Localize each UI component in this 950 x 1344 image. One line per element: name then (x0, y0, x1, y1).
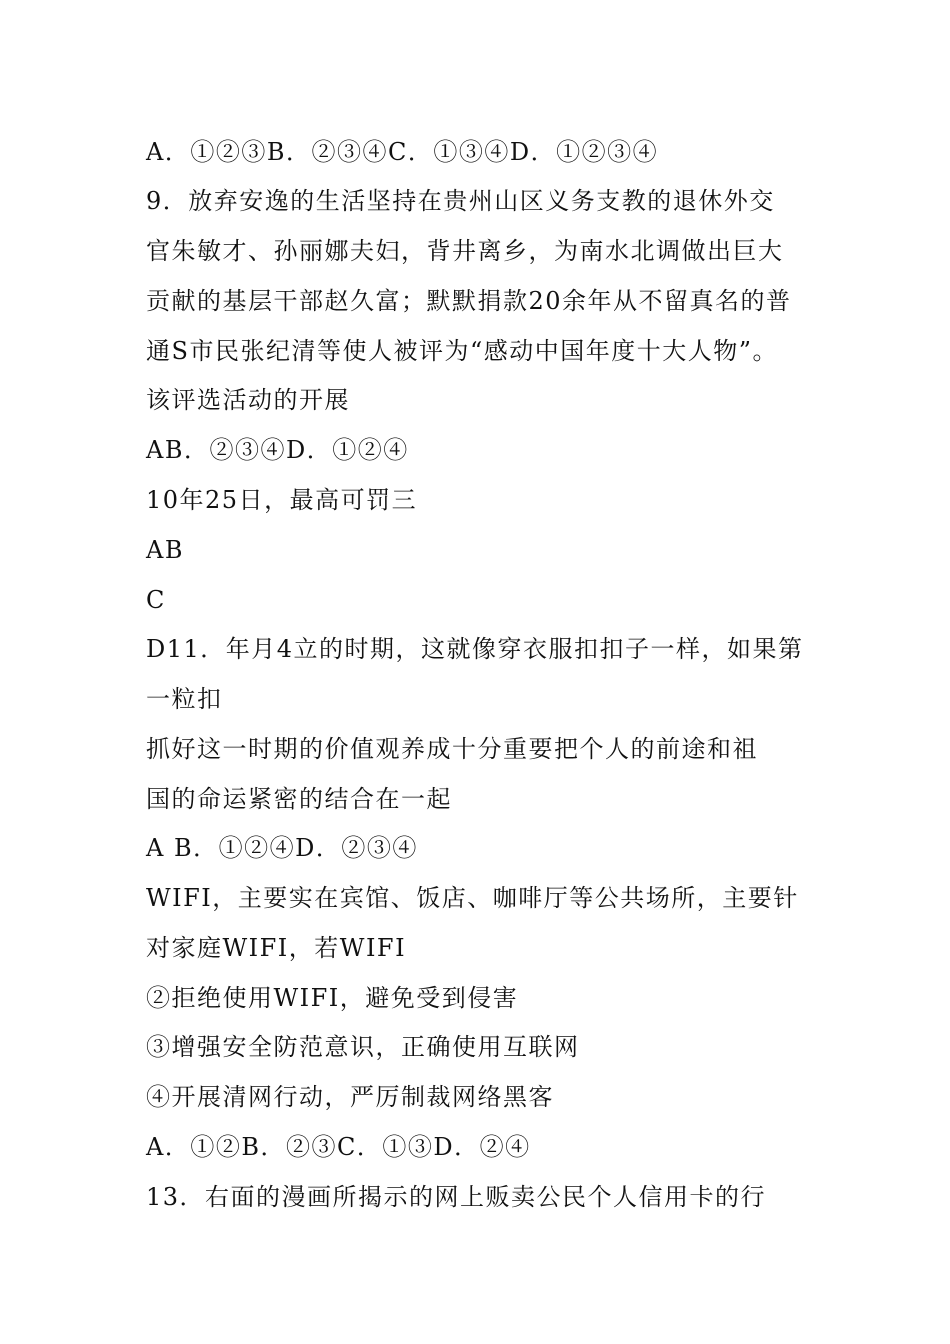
option-c-line: C (146, 586, 166, 614)
question-13-line-1: 13．右面的漫画所揭示的网上贩卖公民个人信用卡的行 (146, 1183, 767, 1211)
option-line-q8: A．①②③B．②③④C．①③④D．①②③④ (146, 138, 659, 166)
option-line-q11: A B．①②④D．②③④ (146, 834, 418, 862)
question-11-line-2: 一粒扣 (146, 685, 223, 713)
option-line-q12: A．①②B．②③C．①③D．②④ (146, 1133, 531, 1161)
question-9-line-3: 贡献的基层干部赵久富；默默捐款20余年从不留真名的普 (146, 287, 792, 315)
question-9-line-2: 官朱敏才、孙丽娜夫妇，背井离乡，为南水北调做出巨大 (146, 237, 784, 265)
option-line-q9: AB．②③④D．①②④ (146, 436, 409, 464)
option-ab-line: AB (146, 536, 184, 564)
question-11-line-1: D11．年月4立的时期，这就像穿衣服扣扣子一样，如果第 (146, 635, 804, 663)
statement-2: ②拒绝使用WIFI，避免受到侵害 (146, 984, 519, 1012)
statement-4: ④开展清网行动，严厉制裁网络黑客 (146, 1083, 554, 1111)
question-11-line-4: 国的命运紧密的结合在一起 (146, 785, 452, 813)
question-9-line-5: 该评选活动的开展 (146, 386, 350, 414)
statement-3: ③增强安全防范意识，正确使用互联网 (146, 1033, 580, 1061)
question-12-line-2: 对家庭WIFI，若WIFI (146, 934, 407, 962)
question-11-line-3: 抓好这一时期的价值观养成十分重要把个人的前途和祖 (146, 735, 758, 763)
question-9-line-1: 9．放弃安逸的生活坚持在贵州山区义务支教的退休外交 (146, 187, 775, 215)
question-10-line: 10年25日，最高可罚三 (146, 486, 418, 514)
question-12-line-1: WIFI，主要实在宾馆、饭店、咖啡厅等公共场所，主要针 (146, 884, 799, 912)
question-9-line-4: 通S市民张纪清等使人被评为“感动中国年度十大人物”。 (146, 337, 778, 365)
